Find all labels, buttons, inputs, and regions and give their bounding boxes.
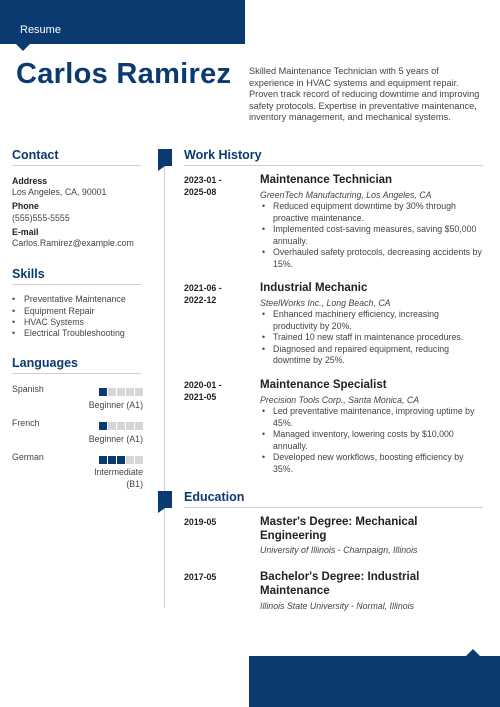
- education-date: 2019-05: [184, 517, 217, 527]
- bullet-item: • Managed inventory, lowering costs by $10,000 annually.: [260, 429, 485, 452]
- language-level-meter: [99, 456, 143, 464]
- level-square: [135, 456, 143, 464]
- job-title: Maintenance Specialist: [260, 379, 387, 391]
- contact-divider: [12, 165, 141, 166]
- skill-item: • Electrical Troubleshooting: [12, 328, 125, 338]
- level-square: [117, 456, 125, 464]
- skill-item: • HVAC Systems: [12, 317, 84, 327]
- job-date: 2023-01 - 2025-08: [184, 175, 222, 197]
- address-label: Address: [12, 176, 48, 186]
- phone-value: (555)555-5555: [12, 213, 70, 223]
- resume-banner: [0, 0, 245, 44]
- bullet-item: • Reduced equipment downtime by 30% through proactive maintenance.: [260, 201, 485, 224]
- level-square: [99, 388, 107, 396]
- bullet-item: • Led preventative maintenance, improving uptime by 45%.: [260, 406, 485, 429]
- work-history-heading: Work History: [184, 148, 262, 162]
- bullet-item: • Trained 10 new staff in maintenance procedures.: [260, 332, 485, 344]
- bullet-item: • Developed new workflows, boosting efficiency by 35%.: [260, 452, 485, 475]
- education-date: 2017-05: [184, 572, 217, 582]
- bullet-item: • Enhanced machinery efficiency, increasing productivity by 20%.: [260, 309, 485, 332]
- level-square: [108, 422, 116, 430]
- level-square: [135, 388, 143, 396]
- language-level-meter: [99, 422, 143, 430]
- degree-title: Bachelor's Degree: Industrial Maintenance: [260, 571, 420, 597]
- language-level-meter: [99, 388, 143, 396]
- language-name: German: [12, 452, 44, 462]
- address-value: Los Angeles, CA, 90001: [12, 187, 107, 197]
- language-name: French: [12, 418, 40, 428]
- language-name: Spanish: [12, 384, 44, 394]
- education-flag-icon: [158, 491, 172, 508]
- level-square: [126, 388, 134, 396]
- skills-divider: [12, 284, 141, 285]
- language-level: Beginner (A1): [88, 400, 143, 410]
- job-date: 2021-06 - 2022-12: [184, 283, 222, 305]
- job-title: Maintenance Technician: [260, 174, 393, 186]
- school-name: Illinois State University - Normal, Illinois: [260, 601, 414, 611]
- language-level: Intermediate: [94, 467, 143, 477]
- level-square: [117, 422, 125, 430]
- timeline-line: [164, 165, 165, 608]
- language-level: (B1): [126, 479, 143, 489]
- candidate-name: Carlos Ramirez: [16, 58, 232, 90]
- job-bullets: [260, 309, 485, 367]
- footer-block: [249, 656, 500, 707]
- skill-item: • Preventative Maintenance: [12, 294, 126, 304]
- job-title: Industrial Mechanic: [260, 282, 368, 294]
- languages-divider: [12, 373, 141, 374]
- bullet-item: • Overhauled safety protocols, decreasing accidents by 15%.: [260, 247, 485, 270]
- education-heading: Education: [184, 490, 245, 504]
- education-divider: [184, 507, 483, 508]
- footer-notch: [466, 649, 480, 656]
- level-square: [108, 456, 116, 464]
- professional-summary: Skilled Maintenance Technician with 5 years of experience in HVAC systems and equipment repair. Proven track record of reducing downtime and improving safety protocols. Expertise in preventative maintenance, inventory management, and mechanical systems.: [249, 66, 480, 123]
- job-company: GreenTech Manufacturing, Los Angeles, CA: [260, 190, 432, 200]
- school-name: University of Illinois - Champaign, Illinois: [260, 545, 418, 555]
- skill-item: • Equipment Repair: [12, 306, 95, 316]
- level-square: [135, 422, 143, 430]
- degree-title: Master's Degree: Mechanical Engineering: [260, 516, 418, 542]
- job-bullets: [260, 406, 485, 475]
- email-value[interactable]: Carlos.Ramirez@example.com: [12, 238, 134, 248]
- skills-heading: Skills: [12, 267, 45, 281]
- language-level: Beginner (A1): [88, 434, 143, 444]
- bullet-item: • Implemented cost-saving measures, saving $50,000 annually.: [260, 224, 485, 247]
- level-square: [108, 388, 116, 396]
- email-label: E-mail: [12, 227, 39, 237]
- work-history-flag-icon: [158, 149, 172, 166]
- level-square: [126, 456, 134, 464]
- banner-notch: [16, 44, 30, 51]
- bullet-item: • Diagnosed and repaired equipment, reducing downtime by 25%.: [260, 344, 485, 367]
- job-date: 2020-01 - 2021-05: [184, 380, 222, 402]
- level-square: [99, 422, 107, 430]
- job-bullets: [260, 201, 485, 270]
- level-square: [99, 456, 107, 464]
- level-square: [126, 422, 134, 430]
- job-company: SteelWorks Inc., Long Beach, CA: [260, 298, 391, 308]
- contact-heading: Contact: [12, 148, 59, 162]
- banner-label: Resume: [20, 24, 61, 36]
- phone-label: Phone: [12, 201, 39, 211]
- level-square: [117, 388, 125, 396]
- work-history-divider: [184, 165, 483, 166]
- languages-heading: Languages: [12, 356, 78, 370]
- job-company: Precision Tools Corp., Santa Monica, CA: [260, 395, 420, 405]
